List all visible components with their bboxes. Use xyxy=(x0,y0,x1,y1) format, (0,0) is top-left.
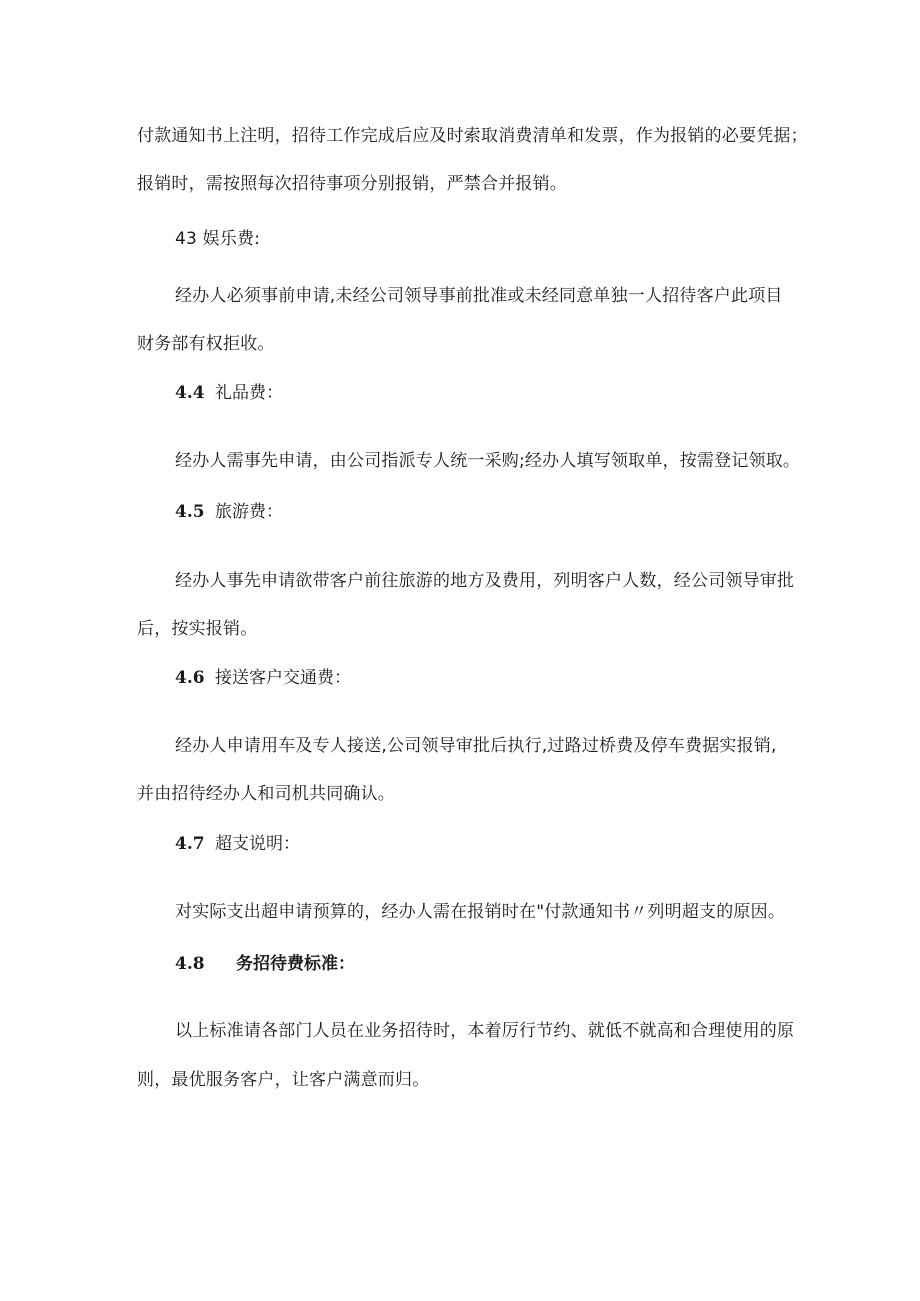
section-title: 礼品费： xyxy=(215,383,283,403)
paragraph-line: 付款通知书上注明，招待工作完成后应及时索取消费清单和发票，作为报销的必要凭据； xyxy=(137,126,808,146)
section-title: 超支说明： xyxy=(215,834,300,854)
paragraph-line: 则，最优服务客户，让客户满意而归。 xyxy=(137,1070,430,1090)
section-title: 务招待费标准： xyxy=(236,954,355,974)
section-number: 4.7 xyxy=(175,834,205,854)
paragraph-line: 经办人事先申请欲带客户前往旅游的地方及费用，列明客户人数，经公司领导审批 xyxy=(175,571,795,591)
paragraph-line: 经办人需事先申请，由公司指派专人统一采购;经办人填写领取单，按需登记领取。 xyxy=(175,451,801,471)
paragraph-line: 对实际支出超申请预算的，经办人需在报销时在"付款通知书〃列明超支的原因。 xyxy=(175,902,786,922)
section-heading-4-6 xyxy=(175,666,351,690)
section-heading-4-7 xyxy=(175,832,300,856)
paragraph-line: 经办人申请用车及专人接送,公司领导审批后执行,过路过桥费及停车费据实报销, xyxy=(175,736,777,756)
section-number: 4.8 xyxy=(175,954,205,974)
paragraph-line: 并由招待经办人和司机共同确认。 xyxy=(137,784,395,804)
section-title: 旅游费： xyxy=(215,502,283,522)
section-heading-4-4 xyxy=(175,381,283,405)
section-number: 4.4 xyxy=(175,383,205,403)
section-heading-4-8 xyxy=(175,952,355,976)
paragraph-line: 财务部有权拒收。 xyxy=(137,334,275,354)
paragraph-line: 以上标准请各部门人员在业务招待时，本着厉行节约、就低不就高和合理使用的原 xyxy=(175,1021,795,1041)
paragraph-line: 后，按实报销。 xyxy=(137,619,258,639)
section-number: 4.5 xyxy=(175,502,205,522)
section-number: 4.6 xyxy=(175,668,205,688)
section-heading-4-3: 43 娱乐费: xyxy=(175,229,261,249)
paragraph-line: 经办人必须事前申请,未经公司领导事前批准或未经同意单独一人招待客户此项目 xyxy=(175,286,783,306)
section-heading-4-5 xyxy=(175,500,283,524)
paragraph-line: 报销时，需按照每次招待事项分别报销，严禁合并报销。 xyxy=(137,174,567,194)
section-title: 接送客户交通费： xyxy=(215,668,351,688)
